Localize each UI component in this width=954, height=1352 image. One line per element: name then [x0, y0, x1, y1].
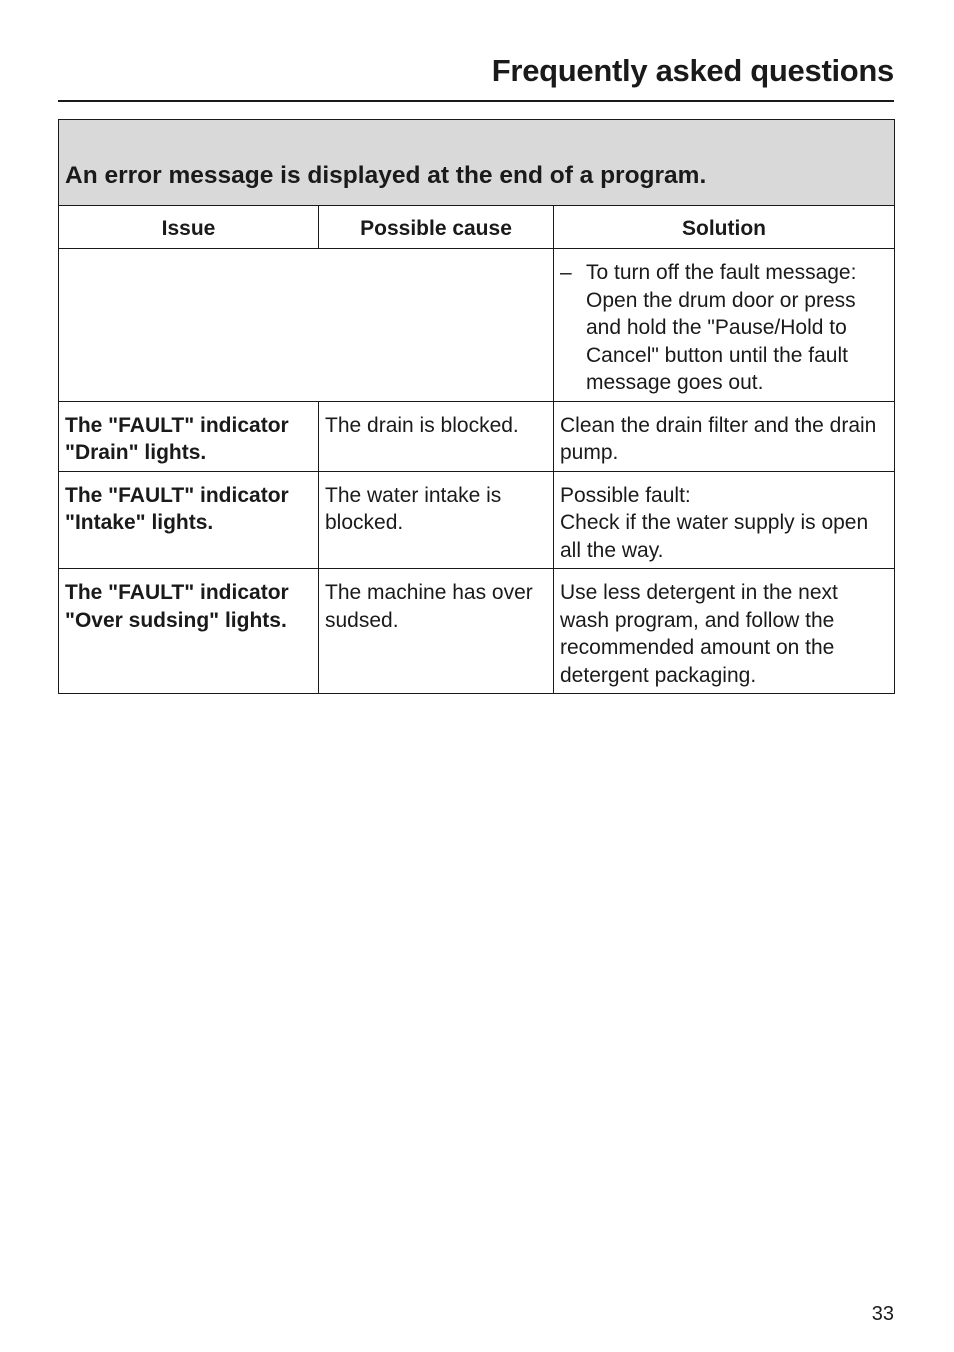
solution-line: Check if the water supply is open all the way. [560, 511, 869, 562]
page-number: 33 [871, 1303, 894, 1325]
column-header-cause: Possible cause [319, 206, 554, 249]
solution-cell [554, 471, 895, 569]
solution-cell [554, 249, 895, 402]
page-header [58, 52, 894, 102]
dash-bullet: – [560, 261, 572, 284]
section-title: An error message is displayed at the end of a program. [59, 120, 895, 206]
table-row-general [59, 249, 895, 402]
faq-table [58, 119, 895, 694]
cause-cell: The machine has over sudsed. [319, 569, 554, 694]
section-header-row [59, 120, 895, 206]
column-header-issue: Issue [59, 206, 319, 249]
solution-cell: Use less detergent in the next wash program, and follow the recommended amount on the detergent packaging. [554, 569, 895, 694]
table-row [59, 471, 895, 569]
issue-cell: The "FAULT" indicator "Drain" lights. [59, 401, 319, 471]
issue-cell: The "FAULT" indicator "Intake" lights. [59, 471, 319, 569]
issue-cell: The "FAULT" indicator "Over sudsing" lights. [59, 569, 319, 694]
table-row [59, 569, 895, 694]
solution-text: To turn off the fault message: Open the drum door or press and hold the "Pause/Hold to Cancel" button until the fault message goes out. [586, 261, 857, 394]
bullet-item [560, 259, 888, 397]
cause-cell: The water intake is blocked. [319, 471, 554, 569]
table-row [59, 401, 895, 471]
solution-line: Possible fault: [560, 483, 691, 507]
cause-cell: The drain is blocked. [319, 401, 554, 471]
solution-cell: Clean the drain filter and the drain pump. [554, 401, 895, 471]
empty-cell [59, 249, 554, 402]
page-title: Frequently asked questions [491, 53, 894, 88]
column-header-row [59, 206, 895, 249]
column-header-solution: Solution [554, 206, 895, 249]
